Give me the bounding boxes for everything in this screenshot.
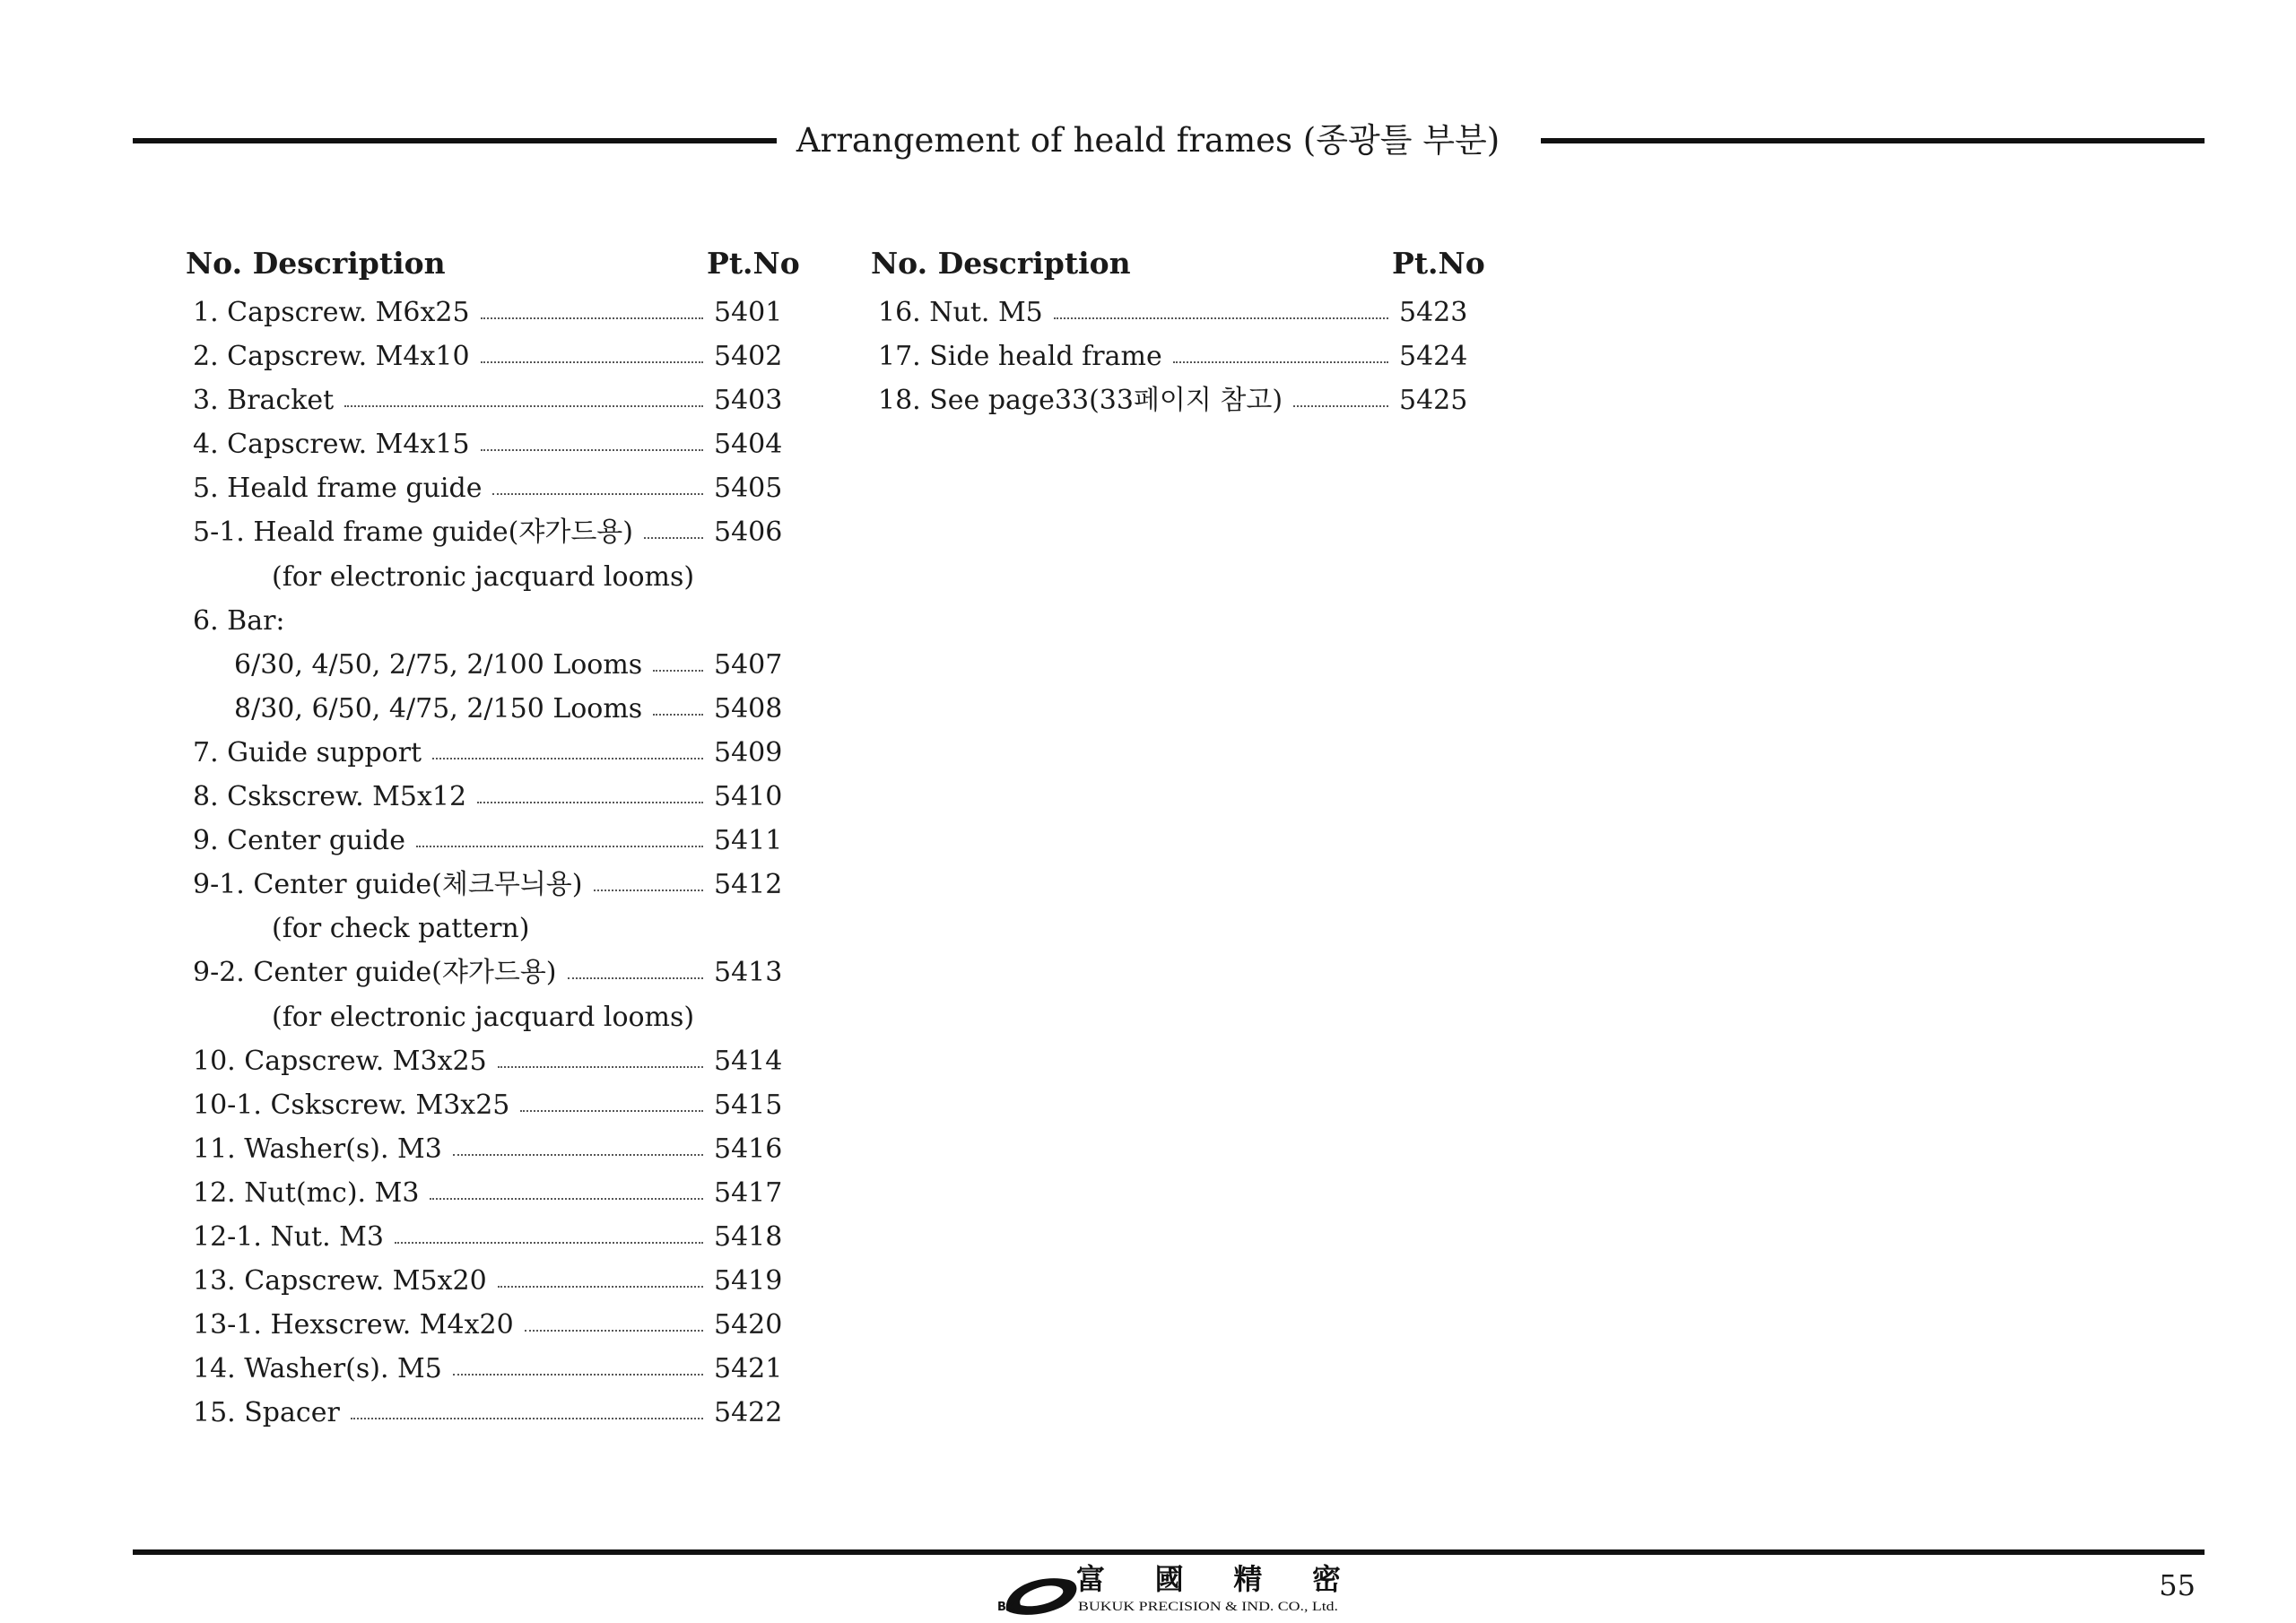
part-description: 17. Side heald frame [878, 341, 1162, 373]
part-row [186, 510, 796, 554]
part-description: 10. Capscrew. M3x25 [193, 1045, 487, 1077]
part-description: 13-1. Hexscrew. M4x20 [193, 1309, 514, 1341]
part-row [186, 643, 796, 687]
part-description: 12-1. Nut. M3 [193, 1220, 384, 1253]
part-number: 5425 [1399, 385, 1468, 417]
part-description: 18. See page33(33페이지 참고) [878, 385, 1283, 417]
logo-mark: BK [997, 1601, 1015, 1614]
part-row [186, 687, 796, 731]
part-row [186, 291, 796, 334]
company-logo [996, 1558, 1354, 1623]
dot-leader [520, 1110, 703, 1112]
dot-leader [477, 802, 703, 803]
part-description: 13. Capscrew. M5x20 [193, 1265, 487, 1298]
part-number: 5416 [714, 1133, 783, 1165]
part-description: (for electronic jacquard looms) [272, 1001, 695, 1033]
footer-rule [133, 1549, 2205, 1555]
part-row [871, 334, 1481, 378]
part-description: 1. Capscrew. M6x25 [193, 297, 470, 328]
part-description: (for check pattern) [272, 913, 530, 945]
part-number: 5424 [1399, 341, 1468, 373]
part-number: 5414 [714, 1045, 783, 1077]
part-description: 8/30, 6/50, 4/75, 2/150 Looms [234, 692, 643, 725]
dot-leader [492, 493, 703, 495]
dot-leader [653, 670, 703, 672]
part-row [186, 1391, 796, 1435]
dot-leader [644, 537, 703, 539]
dot-leader [351, 1418, 703, 1419]
part-number: 5404 [714, 429, 783, 461]
dot-leader [481, 449, 703, 451]
part-row [186, 1039, 796, 1083]
dot-leader [498, 1066, 703, 1068]
logo-hanja: 富 國 精 密 [1076, 1562, 1341, 1596]
part-row [186, 422, 796, 466]
dot-leader [344, 405, 703, 407]
part-row [186, 907, 796, 950]
part-row [186, 555, 796, 599]
logo-swoosh-icon [1006, 1578, 1077, 1615]
part-number: 5411 [714, 825, 783, 857]
part-row [186, 1127, 796, 1171]
part-number: 5419 [714, 1265, 783, 1298]
dot-leader [481, 361, 703, 363]
part-description: 12. Nut(mc). M3 [193, 1176, 420, 1209]
dot-leader [653, 714, 703, 716]
part-description: 6/30, 4/50, 2/75, 2/100 Looms [234, 648, 643, 681]
part-description: 14. Washer(s). M5 [193, 1353, 442, 1385]
part-number: 5407 [714, 648, 783, 681]
part-row [186, 775, 796, 819]
column-header [871, 246, 1485, 291]
dot-leader [430, 1198, 703, 1200]
part-row [186, 1259, 796, 1303]
part-row [871, 378, 1481, 422]
part-number: 5412 [714, 869, 783, 901]
page-title [0, 118, 2296, 163]
parts-column-right [871, 246, 1485, 422]
part-description: 5. Heald frame guide [193, 473, 483, 505]
part-row [186, 863, 796, 907]
dot-leader [453, 1154, 703, 1156]
part-row [186, 466, 796, 510]
part-row [871, 291, 1481, 334]
part-description: 9-1. Center guide(체크무늬용) [193, 869, 583, 901]
parts-list [186, 291, 796, 1435]
part-number: 5421 [714, 1353, 783, 1385]
dot-leader [395, 1242, 703, 1244]
part-number: 5415 [714, 1089, 783, 1121]
part-number: 5422 [714, 1397, 783, 1429]
parts-column-left [186, 246, 800, 1435]
part-row [186, 1347, 796, 1391]
column-header [186, 246, 800, 291]
part-description: 2. Capscrew. M4x10 [193, 341, 470, 373]
dot-leader [416, 846, 703, 847]
part-number: 5420 [714, 1309, 783, 1341]
part-row [186, 1083, 796, 1127]
dot-leader [481, 317, 703, 319]
part-number: 5413 [714, 957, 783, 989]
part-row [186, 1303, 796, 1347]
logo-subtitle: BUKUK PRECISION & IND. CO., Ltd. [1078, 1600, 1338, 1614]
dot-leader [498, 1286, 703, 1288]
part-row [186, 1171, 796, 1215]
dot-leader [1293, 405, 1388, 407]
dot-leader [594, 890, 703, 891]
part-number: 5401 [714, 297, 783, 328]
part-number: 5410 [714, 781, 783, 813]
part-description: 8. Cskscrew. M5x12 [193, 781, 467, 813]
part-description: 9. Center guide [193, 825, 405, 857]
part-description: 7. Guide support [193, 736, 422, 768]
part-description: (for electronic jacquard looms) [272, 560, 695, 593]
part-number: 5403 [714, 385, 783, 417]
dot-leader [568, 977, 703, 979]
part-row [186, 819, 796, 863]
part-row [186, 995, 796, 1039]
column-header-description: No. Description [871, 246, 1131, 281]
part-number: 5418 [714, 1220, 783, 1253]
part-description: 5-1. Heald frame guide(쟈가드용) [193, 516, 633, 549]
part-row [186, 334, 796, 378]
part-row [186, 378, 796, 422]
part-number: 5409 [714, 736, 783, 768]
part-number: 5408 [714, 692, 783, 725]
part-description: 11. Washer(s). M3 [193, 1133, 442, 1165]
part-row [186, 599, 796, 643]
dot-leader [525, 1330, 703, 1332]
part-description: 3. Bracket [193, 385, 335, 417]
part-number: 5405 [714, 473, 783, 505]
part-number: 5402 [714, 341, 783, 373]
dot-leader [453, 1374, 703, 1376]
part-description: 15. Spacer [193, 1397, 340, 1429]
part-number: 5406 [714, 516, 783, 549]
part-description: 10-1. Cskscrew. M3x25 [193, 1089, 510, 1121]
dot-leader [432, 758, 703, 759]
page-number: 55 [2159, 1568, 2196, 1602]
part-description: 6. Bar: [193, 604, 285, 637]
part-row [186, 950, 796, 994]
column-header-pt-no: Pt.No [1392, 246, 1485, 281]
column-header-description: No. Description [186, 246, 446, 281]
page-title-text: Arrangement of heald frames (종광틀 부분) [777, 121, 1519, 160]
part-row [186, 1215, 796, 1259]
part-description: 4. Capscrew. M4x15 [193, 429, 470, 461]
column-header-pt-no: Pt.No [707, 246, 800, 281]
part-description: 9-2. Center guide(쟈가드용) [193, 957, 557, 989]
parts-list [871, 291, 1481, 422]
part-number: 5417 [714, 1176, 783, 1209]
dot-leader [1054, 317, 1388, 319]
part-description: 16. Nut. M5 [878, 297, 1043, 328]
part-row [186, 731, 796, 775]
dot-leader [1173, 361, 1388, 363]
part-number: 5423 [1399, 297, 1468, 328]
